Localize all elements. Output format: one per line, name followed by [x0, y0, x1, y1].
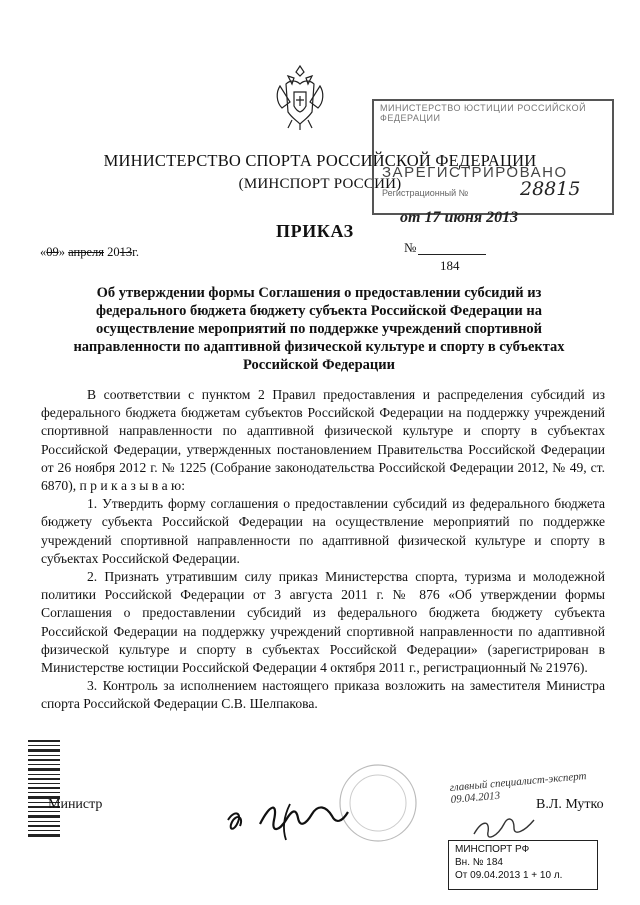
order-date-month: апреля [68, 245, 104, 259]
reg-box-date: От 09.04.2013 1 + 10 л. [455, 870, 563, 881]
incoming-registration-box [448, 840, 598, 890]
minister-name: В.Л. Мутко [536, 797, 604, 812]
order-date-day: 09 [46, 245, 59, 259]
stamp-header: МИНИСТЕРСТВО ЮСТИЦИИ РОССИЙСКОЙ ФЕДЕРАЦИИ [380, 103, 587, 123]
paragraph-preamble: В соответствии с пунктом 2 Правил предоставления и распределения субсидий из федерального бюджета бюджетам субъектов Российской Федерации на поддержку учреждений спортивной направленности по адаптивной физической культуре и спорту в субъектах Российской Федерации, утвержденных постановлением Правительства Российской Федерации от 26 ноября 2012 г. № 1225 (Собрание законодательства Российской Федерации 2012, № 49, ст. 6870), п р и к а з ы в а ю: [41, 387, 605, 494]
order-number: 184 [440, 258, 460, 273]
ministry-title: МИНИСТЕРСТВО СПОРТА РОССИЙСКОЙ ФЕДЕРАЦИИ [103, 151, 537, 170]
handwritten-note-text: главный специалист-эксперт [449, 770, 587, 794]
order-number-underline [418, 254, 486, 255]
reg-box-org: МИНСПОРТ РФ [455, 844, 530, 855]
order-date-suffix: г. [132, 245, 139, 259]
stamp-number-label: Регистрационный № [382, 188, 469, 198]
order-body [41, 386, 605, 714]
reg-box-number: Вн. № 184 [455, 857, 503, 868]
stamp-handwritten-date: от 17 июня 2013 [400, 209, 519, 226]
stamp-registered-label: ЗАРЕГИСТРИРОВАНО [382, 164, 568, 181]
coat-of-arms-icon [272, 62, 328, 132]
barcode-strip [28, 740, 60, 838]
paragraph-item-1: 1. Утвердить форму соглашения о предоставлении субсидий из федерального бюджета бюджету субъекта Российской Федерации на осуществление мероприятий по поддержке учреждений спортивной направленности по адаптивной физической культуре и спорту в субъектах Российской Федерации. [41, 496, 605, 566]
minister-title: Министр [48, 797, 103, 812]
initials-scribble [470, 812, 540, 842]
stamp-number: 28815 [520, 178, 581, 200]
order-date-year-prefix: 20 [107, 245, 120, 259]
paragraph-item-2: 2. Признать утратившим силу приказ Министерства спорта, туризма и молодежной политики Российской Федерации от 3 августа 2011 г. № 876 «Об утверждении формы Соглашения о предоставлении субсидий из федерального бюджета бюджету субъекта Российской Федерации на поддержку учреждений спортивной направленности по адаптивной физической культуре и спорту в субъектах Российской Федерации» (зарегистрирован в Министерстве юстиции Российской Федерации 4 октября 2011 г., регистрационный № 21976). [41, 569, 605, 676]
order-date: «09» апреля 2013г. [40, 245, 139, 259]
paragraph-item-3: 3. Контроль за исполнением настоящего приказа возложить на заместителя Министра спорта Российской Федерации С.В. Шелпакова. [41, 678, 605, 712]
registration-stamp [372, 99, 614, 215]
order-heading: Об утверждении формы Соглашения о предоставлении субсидий из федерального бюджета бюджету субъекта Российской Федерации на осуществление мероприятий по поддержке учреждений спортивной направленности по адаптивной физической культуре и спорту в субъектах Российской Федерации [73, 285, 565, 373]
order-number-sign: № [404, 240, 417, 255]
order-date-year: 13 [119, 245, 133, 259]
order-title: ПРИКАЗ [276, 221, 354, 241]
handwritten-note-date: 09.04.2013 [450, 789, 501, 806]
ministry-short-title: (МИНСПОРТ РОССИИ) [238, 176, 402, 192]
minister-signature [220, 790, 370, 850]
